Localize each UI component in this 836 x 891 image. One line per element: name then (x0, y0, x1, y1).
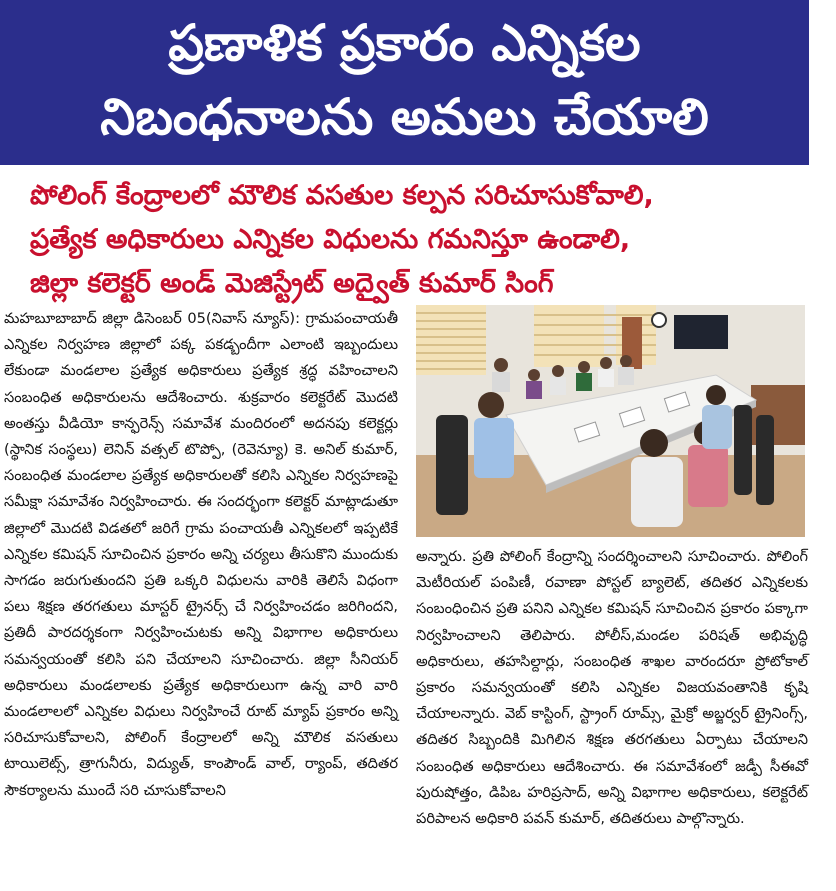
headline-banner (0, 0, 809, 165)
subheadline (30, 174, 790, 306)
article-body-left: మహబూబాబాద్ జిల్లా డిసెంబర్ 05(నివాస్ న్యూస్): గ్రామపంచాయతీ ఎన్నికల నిర్వహణ జిల్లాలో పక్క పకడ్బందీగా ఎలాంటి ఇబ్బందులు లేకుండా మండలాల ప్రత్యేక అధికారులు ప్రత్యేక శ్రద్ధ వహించాలని సంబంధిత అధికారులను ఆదేశించారు. శుక్రవారం కలెక్టరేట్ మొదటి అంతస్తు వీడియో కాన్ఫరెన్స్ సమావేశ మందిరంలో అదనపు కలెక్టర్లు (స్థానిక సంస్థలు) లెనిన్ వత్సల్ టొప్పో, (రెవెన్యూ) కె. అనిల్ కుమార్, సంబంధిత మండలాల ప్రత్యేక అధికారులతో కలిసి ఎన్నికల నిర్వహణపై సమీక్షా సమావేశం నిర్వహించారు. ఈ సందర్భంగా కలెక్టర్ మాట్లాడుతూ జిల్లాలో మొదటి విడతలో జరిగే గ్రామ పంచాయతీ ఎన్నికలలో ఇప్పటికే ఎన్నికల కమిషన్ సూచించిన ప్రకారం అన్ని చర్యలు తీసుకొని ముందుకు సాగడం జరుగుతుందని ప్రతి ఒక్కరి విధులను వారికి తెలిసే విధంగా పలు శిక్షణ తరగతులు మాస్టర్ ట్రైనర్స్ చే నిర్వహించడం జరిగిందని, ప్రతిదీ పారదర్శకంగా నిర్వహించుటకు అన్ని విభాగాల అధికారులు సమన్వయంతో కలిసి పని చేయాలని సూచించారు. జిల్లా సీనియర్ అధికారులు మండలాలకు ప్రత్యేక అధికారులుగా ఉన్న వారి వారి మండలాలలో ఎన్నికల విధులు నిర్వహించే రూట్ మ్యాప్ ప్రకారం అన్ని సరిచూసుకోవాలని, పోలింగ్ కేంద్రాలలో అన్ని మౌలిక వసతులు టాయిలెట్స్, త్రాగునీరు, విద్యుత్, కాంపౌండ్ వాల్, ర్యాంప్, తదితర సౌకర్యాలను ముందే సరి చూసుకోవాలని (4, 310, 398, 799)
meeting-photo-illustration (416, 305, 805, 537)
subheadline-line-3: జిల్లా కలెక్టర్ అండ్ మెజిస్ట్రేట్ అద్వైత్ కుమార్ సింగ్ (30, 268, 554, 299)
headline-line-2: నిబంధనాలను అమలు చేయాలి (100, 88, 709, 146)
subheadline-line-1: పోలింగ్ కేంద్రాలలో మౌలిక వసతుల కల్పన సరిచూసుకోవాలి, (30, 180, 654, 211)
meeting-photo (416, 305, 805, 537)
article-column-left (4, 306, 398, 804)
headline-line-1: ప్రణాళిక ప్రకారం ఎన్నికల (168, 14, 641, 72)
article-body-right: అన్నారు. ప్రతి పోలింగ్ కేంద్రాన్ని సందర్శించాలని సూచించారు. పోలింగ్ మెటీరియల్ పంపిణీ, రవాణా పోస్టల్ బ్యాలెట్, తదితర ఎన్నికలకు సంబంధించిన ప్రతి పనిని ఎన్నికల కమిషన్ సూచించిన ప్రకారం పక్కాగా నిర్వహించాలని తెలిపారు. పోలీస్,మండల పరిషత్ అభివృద్ధి అధికారులు, తహసిల్దార్లు, సంబంధిత శాఖల వారందరూ ప్రోటోకాల్ ప్రకారం సమన్వయంతో కలిసి ఎన్నికల విజయవంతానికి కృషి చేయాలన్నారు. వెబ్ కాస్టింగ్, స్ట్రాంగ్ రూమ్స్, మైక్రో అబ్జర్వర్ ట్రైనింగ్స్, తదితర సిబ్బందికి మిగిలిన శిక్షణ తరగతులు ఏర్పాటు చేయాలని సంబంధిత అధికారులు ఆదేశించారు. ఈ సమావేశంలో జడ్పీ సీఈవో పురుషోత్తం, డిపిఒ హరిప్రసాద్, అన్ని విభాగాల అధికారులు, కలెక్టరేట్ పరిపాలన అధికారి పవన్ కుమార్, తదితరులు పాల్గొన్నారు. (416, 548, 808, 828)
subheadline-line-2: ప్రత్యేక అధికారులు ఎన్నికల విధులను గమనిస్తూ ఉండాలి, (30, 224, 631, 255)
article-column-right (416, 544, 808, 832)
